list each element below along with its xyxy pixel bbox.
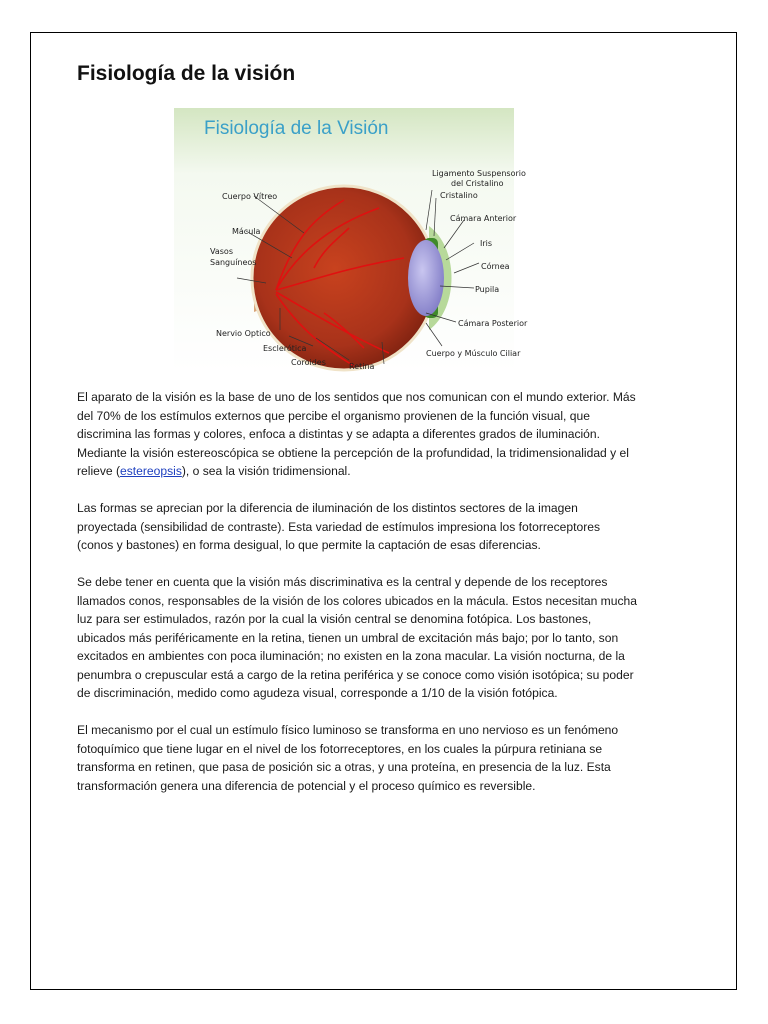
paragraph-3: Se debe tener en cuenta que la visión más discriminativa es la central y depende de los receptores llamados conos, responsables de la visión de los colores ubicados en la mácula. Estos necesitan mucha luz para ser estimulados, razón por la cual la visión central se denomina fotópica. Los bastones, ubicados más periféricamente en la retina, tienen un umbral de excitación más bajo; por lo tanto, son excitados en ambientes con poca iluminación; no existen en la zona macular. La visión nocturna, de la penumbra o crepuscular está a cargo de la retina periférica y se conoce como visión isotópica; su poder de discriminación, medido como agudeza visual, corresponde a 1/10 de la visión fotópica. <box>77 575 637 700</box>
label-cuerpo-musculo-ciliar: Cuerpo y Músculo Ciliar <box>426 349 521 358</box>
lens-shape <box>408 240 444 316</box>
label-del-cristalino: del Cristalino <box>451 179 504 188</box>
label-iris: Iris <box>480 239 493 248</box>
label-sanguineos: Sanguíneos <box>210 258 257 267</box>
label-cuerpo-vitreo: Cuerpo Vítreo <box>222 192 278 201</box>
label-pupila: Pupila <box>475 285 500 294</box>
label-coroides: Coroides <box>291 358 326 367</box>
label-ligamento-suspensorio: Ligamento Suspensorio <box>432 169 526 178</box>
label-vasos: Vasos <box>210 247 233 256</box>
page-title: Fisiología de la visión <box>77 62 296 85</box>
label-esclerotica: Esclerótica <box>263 344 307 353</box>
paragraph-1 <box>77 388 637 481</box>
label-camara-posterior: Cámara Posterior <box>458 319 528 328</box>
document-body <box>77 388 637 814</box>
paragraph-1-text-end: ), o sea la visión tridimensional. <box>181 464 351 478</box>
label-macula: Mácula <box>232 227 261 236</box>
label-camara-anterior: Cámara Anterior <box>450 214 517 223</box>
label-retina: Retina <box>349 362 375 371</box>
paragraph-1-text: El aparato de la visión es la base de uno de los sentidos que nos comunican con el mundo exterior. Más del 70% de los estímulos externos que percibe el organismo provienen de la función visual, que discrimina las formas y colores, enfoca a distintas y se adapta a diferentes grados de iluminación. Mediante la visión estereoscópica se obtiene la percepción de la profundidad, la tridimensionalidad y el relieve ( <box>77 390 636 478</box>
figure-title: Fisiología de la Visión <box>204 118 389 139</box>
estereopsis-link[interactable]: estereopsis <box>120 464 182 478</box>
label-cristalino: Cristalino <box>440 191 478 200</box>
eye-anatomy-figure <box>174 108 528 372</box>
label-nervio-optico: Nervio Optico <box>216 329 271 338</box>
paragraph-4: El mecanismo por el cual un estímulo físico luminoso se transforma en uno nervioso es un fenómeno fotoquímico que tiene lugar en el nivel de los fotorreceptores, en los cuales la púrpura retiniana se transforma en retinen, que pasa de posición sic a otras, y una proteína, en presencia de la luz. Esta transformación genera una diferencia de potencial y el proceso químico es reversible. <box>77 723 619 793</box>
paragraph-2: Las formas se aprecian por la diferencia de iluminación de los distintos sectores de la imagen proyectada (sensibilidad de contraste). Esta variedad de estímulos impresiona los fotorreceptores (conos y bastones) en forma desigual, lo que permite la captación de esas diferencias. <box>77 501 600 552</box>
label-cornea: Córnea <box>481 262 510 271</box>
